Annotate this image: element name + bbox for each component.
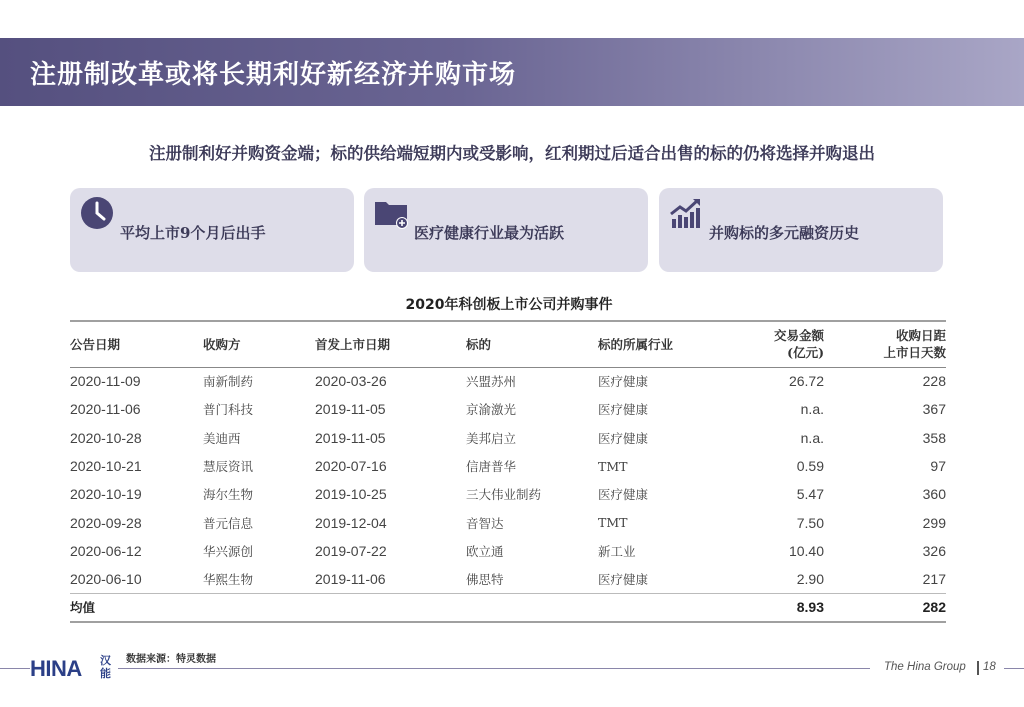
days-cell: 326 [922,542,946,559]
ipo-date-cell: 2020-07-16 [315,458,387,475]
column-header: 标的所属行业 [598,336,674,352]
days-cell: 299 [922,514,946,531]
target-cell: 京渝激光 [466,402,517,418]
target-cell: 音智达 [466,515,504,531]
logo-cn-text: 汉能 [100,654,111,680]
highlight-card-2 [364,188,648,272]
announce-date-cell: 2020-06-10 [70,570,142,587]
column-header: 交易金额 (亿元) [773,328,824,361]
clock-icon [80,196,114,230]
column-header: 收购日距 上市日天数 [883,328,946,361]
footer-divider [1004,668,1024,669]
target-cell: 三大伟业制药 [466,487,542,503]
folder-add-icon [374,196,408,230]
logo-text: HINA [30,656,82,681]
acquirer-cell: 美迪西 [203,430,241,446]
card-label: 医疗健康行业最为活跃 [414,224,565,242]
industry-cell: 医疗健康 [598,430,649,446]
table-row [70,537,946,565]
announce-date-cell: 2020-09-28 [70,514,142,531]
industry-cell: 医疗健康 [598,374,649,390]
page-title: 注册制改革或将长期利好新经济并购市场 [30,60,517,90]
average-row [70,593,946,621]
days-cell: 360 [922,486,946,503]
table-row [70,508,946,536]
empty-cell [598,593,718,621]
table-row [70,452,946,480]
footer-divider [0,668,30,669]
days-cell: 367 [922,401,946,418]
highlight-card-1 [70,188,354,272]
title-bar [0,38,1024,106]
amount-cell: n.a. [800,429,824,446]
table-header-row [70,321,946,367]
page-number: 18 [983,661,996,673]
company-name: The Hina Group [884,661,966,673]
table-row [70,480,946,508]
acquirer-cell: 华熙生物 [203,571,254,587]
industry-cell: 新工业 [598,543,636,559]
amount-cell: 7.50 [796,514,824,531]
amount-cell: n.a. [800,401,824,418]
industry-cell: TMT [598,458,628,474]
column-header: 公告日期 [70,336,121,352]
acquirer-cell: 普元信息 [203,515,254,531]
column-header: 收购方 [203,336,241,352]
acquirer-cell: 南新制药 [203,374,254,390]
ipo-date-cell: 2020-03-26 [315,373,387,390]
acquirer-cell: 普门科技 [203,402,254,418]
column-header: 标的 [466,336,492,352]
days-cell: 217 [922,570,946,587]
ma-events-table [70,320,946,623]
table-row [70,395,946,423]
days-cell: 97 [930,458,946,475]
announce-date-cell: 2020-06-12 [70,542,142,559]
target-cell: 佛思特 [466,571,504,587]
announce-date-cell: 2020-10-21 [70,458,142,475]
average-label: 均值 [70,600,96,616]
empty-cell [466,593,598,621]
hina-logo [30,652,116,686]
amount-cell: 10.40 [788,542,824,559]
industry-cell: TMT [598,515,628,531]
page-separator [977,661,979,675]
ipo-date-cell: 2019-11-05 [315,429,386,446]
ipo-date-cell: 2019-11-06 [315,570,386,587]
empty-cell [203,593,315,621]
acquirer-cell: 慧辰资讯 [203,459,254,475]
announce-date-cell: 2020-10-19 [70,486,142,503]
industry-cell: 医疗健康 [598,487,649,503]
card-label: 平均上市9个月后出手 [120,224,266,242]
target-cell: 美邦启立 [466,430,517,446]
acquirer-cell: 海尔生物 [203,487,254,503]
announce-date-cell: 2020-11-09 [70,373,141,390]
footer-divider [118,668,870,669]
table-body [70,367,946,622]
amount-cell: 2.90 [796,570,824,587]
target-cell: 兴盟苏州 [466,374,517,390]
announce-date-cell: 2020-10-28 [70,429,142,446]
average-days: 282 [922,599,946,616]
table-row [70,367,946,395]
days-cell: 358 [922,429,946,446]
industry-cell: 医疗健康 [598,571,649,587]
card-label: 并购标的多元融资历史 [709,224,860,242]
empty-cell [315,593,466,621]
ipo-date-cell: 2019-11-05 [315,401,386,418]
ipo-date-cell: 2019-07-22 [315,542,387,559]
ipo-date-cell: 2019-10-25 [315,486,387,503]
target-cell: 欧立通 [466,543,504,559]
industry-cell: 医疗健康 [598,402,649,418]
table-row [70,565,946,593]
announce-date-cell: 2020-11-06 [70,401,141,418]
table-title: 2020年科创板上市公司并购事件 [405,297,613,313]
growth-chart-icon [669,196,703,230]
column-header: 首发上市日期 [315,336,391,352]
average-amount: 8.93 [796,599,824,616]
table-row [70,424,946,452]
amount-cell: 5.47 [796,486,824,503]
amount-cell: 26.72 [788,373,824,390]
highlight-card-3 [659,188,943,272]
target-cell: 信唐普华 [466,459,517,475]
page-subtitle: 注册制利好并购资金端；标的供给端短期内或受影响，红利期过后适合出售的标的仍将选择并购退出 [149,144,875,163]
days-cell: 228 [922,373,946,390]
data-source-note: 数据来源：特灵数据 [126,654,216,665]
ipo-date-cell: 2019-12-04 [315,514,387,531]
amount-cell: 0.59 [796,458,824,475]
acquirer-cell: 华兴源创 [203,543,254,559]
